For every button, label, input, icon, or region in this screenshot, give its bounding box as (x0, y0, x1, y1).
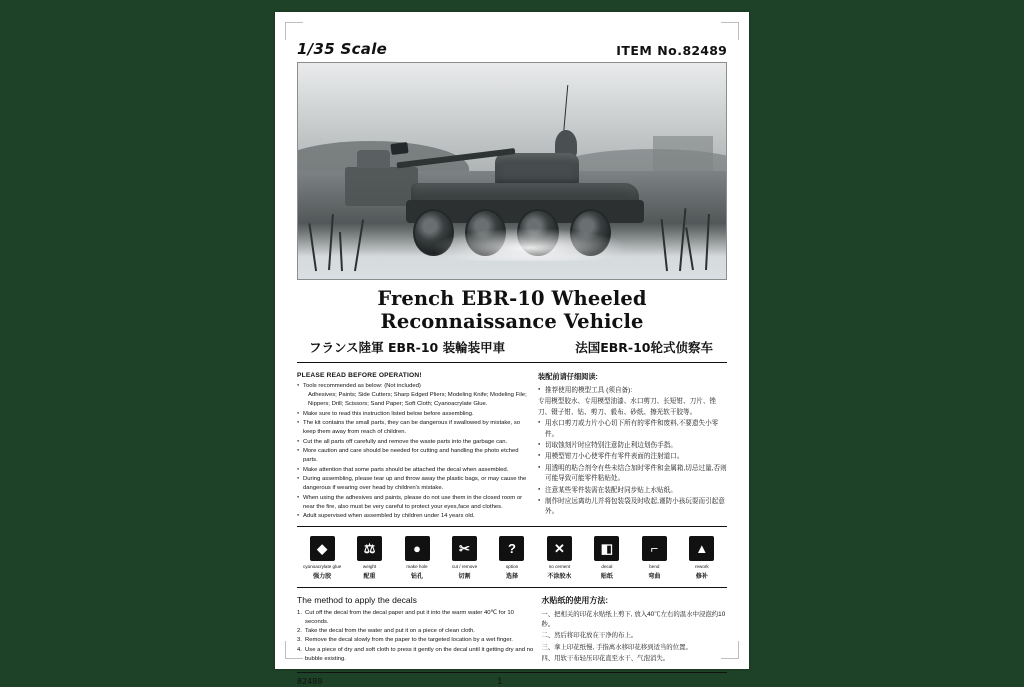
legend-label-cn: 强力胶 (313, 573, 332, 580)
list-item: 二、然后将印花放在干净的布上。 (541, 632, 638, 640)
water-spray (431, 228, 630, 261)
title-row (297, 338, 727, 356)
list-item: ● Cut the all parts off carefully and remove the waste parts into the garbage can. (297, 438, 528, 447)
decal-method-english (297, 595, 541, 666)
legend-label-en: weight (362, 564, 377, 569)
legend-item-decal (586, 536, 628, 580)
list-item: Remove the decal slowly from the paper to the targeted location by a wet finger. (305, 637, 513, 644)
english-bullet-list (297, 382, 528, 521)
legend-label-en: rework (694, 564, 709, 569)
legend-label-cn: 选择 (505, 573, 518, 580)
legend-label-en: bend (649, 564, 660, 569)
cut-remove-icon: ✂ (452, 536, 477, 561)
decal-method-title-en: The method to apply the decals (297, 594, 417, 605)
footer (297, 677, 727, 687)
legend-label-cn: 不涂胶水 (547, 573, 572, 580)
crop-mark (721, 22, 739, 23)
decal-steps-cn (541, 610, 727, 665)
bend-icon: ⌐ (642, 536, 667, 561)
list-item: 三、拿上印花纸慢, 手指离水移印花移到适当的位置。 (541, 643, 692, 651)
warning-title: PLEASE READ BEFORE OPERATION! (297, 372, 422, 379)
muzzle-brake (390, 142, 409, 155)
list-item: Cut off the decal from the decal paper and put it into the warm water 40℃ for 10 seconds. (305, 609, 514, 625)
list-item: ● 用透明的粘合剂令有些未结合加时零件和金属箱,切忌过量,否则可能导致可能零件粘贴处。 (538, 464, 727, 485)
crop-mark (285, 22, 303, 23)
legend-label-cn: 切割 (458, 573, 471, 580)
legend-label-en: cut / remove (451, 564, 478, 569)
rework-icon: ▲ (689, 536, 714, 561)
legend-item-rework (681, 536, 723, 580)
legend-item-option (491, 536, 533, 580)
legend-label-cn: 钻孔 (411, 573, 424, 580)
ebr10-vehicle (401, 128, 649, 253)
list-item: ● 推荐使用的模型工具 (须自备): (538, 386, 727, 396)
chinese-bullet-list (538, 386, 727, 518)
legend-label-cn: 配重 (363, 573, 376, 580)
legend-label-en: decal (601, 564, 613, 569)
legend-label-en: cyanoacrylate glue (302, 564, 342, 569)
list-item: ● 制作时应远离幼儿并将包装袋及时收起,谨防小孩玩耍而引起意外。 (538, 497, 727, 518)
list-item: 专用模型胶水、专用模型油漆、水口剪刀、长短钳、刀片、锉刀、镊子钳、钻、剪刀、毅布、砂纸、擦光软干胶等。 (538, 398, 717, 416)
legend-item-weight (348, 536, 390, 580)
make-hole-icon: ● (405, 536, 430, 561)
list-item: ● 注意某些零件装需在装配时同步贴上水贴纸。 (538, 486, 727, 496)
instructions-section (297, 372, 727, 522)
list-item: ● During assembling, please tear up and throw away the plastic bags, or may cause the dangerous if wearing over head by children's mistake. (297, 475, 528, 493)
symbol-legend (297, 526, 727, 588)
crop-mark (738, 22, 739, 40)
list-item: ● Adult supervised when assembled by children under 14 years old. (297, 512, 528, 521)
list-item: ● Make attention that some parts should be attached the decal when assembled. (297, 466, 528, 475)
option-icon: ? (499, 536, 524, 561)
list-item: ● Make sure to read this instruction listed below before assembling. (297, 410, 528, 419)
list-item: ● When using the adhesives and paints, please do not use them in the closed room or near the fire, also must be very careful to protect your eyes,face and clothes. (297, 494, 528, 512)
model-title-japanese: フランス陸軍 EBR-10 装輪装甲車 (309, 340, 506, 355)
legend-label-cn: 修补 (695, 573, 708, 580)
footer-item-number: 82489 (297, 677, 323, 687)
legend-label-cn: 贴纸 (600, 573, 613, 580)
list-item: ● The kit contains the small parts, they can be dangerous if swallowed by mistake, so keep them away from reach of children. (297, 419, 528, 437)
legend-label-en: no cement (548, 564, 571, 569)
header (297, 36, 727, 58)
legend-item-no-cement (538, 536, 580, 580)
decal-method-title-cn: 水贴纸的使用方法: (541, 595, 608, 605)
list-item: ● 切取蚀刻片时应特别注意防止利边划伤手指。 (538, 441, 727, 451)
weight-icon: ⚖ (357, 536, 382, 561)
crop-mark (738, 641, 739, 659)
scale-label: 1/35 Scale (297, 40, 388, 58)
box-art-illustration (297, 62, 727, 280)
crop-mark (285, 641, 286, 659)
list-item: ● 用水口剪刀或力片小心切下所有的零件和废料,不要遗失小零件。 (538, 419, 727, 440)
item-number-value: 82489 (682, 43, 727, 58)
legend-item-bend (633, 536, 675, 580)
legend-item-make-hole (396, 536, 438, 580)
divider (297, 672, 727, 673)
chinese-instructions-title: 装配前请仔细阅读: (538, 372, 598, 381)
instructions-chinese (538, 372, 727, 522)
crop-mark (285, 22, 286, 40)
no-cement-icon: ✕ (547, 536, 572, 561)
list-item: Use a piece of dry and soft cloth to press it gently on the decal until it getting dry and no bubble existing. (305, 646, 534, 662)
legend-label-en: make hole (406, 564, 428, 569)
legend-item-cyanoacrylate-glue (301, 536, 343, 580)
list-item: ● Tools recommended as below: (Not included) (297, 382, 528, 391)
divider (297, 362, 727, 363)
list-item: ● More caution and care should be needed for cutting and handling the photo etched parts. (297, 447, 528, 465)
decal-method-chinese (541, 595, 727, 666)
list-item: Adhesives; Paints; Side Cutters; Sharp Edged Pliers; Modeling Knife; Modeling File; Nippers; Drill; Scissors; Sand Paper; Soft Cloth; Cyanoacrylate Glue. (308, 392, 527, 408)
list-item: ● 用模型钳刀小心使零件有零件表面的注射道口。 (538, 452, 727, 462)
cyanoacrylate-glue-icon: ◆ (310, 536, 335, 561)
legend-label-cn: 弯曲 (648, 573, 661, 580)
list-item: Take the decal from the water and put it on a piece of clean cloth. (305, 627, 475, 634)
decal-steps-en (297, 609, 533, 664)
item-number-label: ITEM No. (616, 43, 683, 58)
legend-label-en: option (505, 564, 519, 569)
instruction-sheet (275, 12, 749, 687)
legend-item-cut-remove (443, 536, 485, 580)
model-title-english: French EBR-10 Wheeled Reconnaissance Vehicle (377, 287, 647, 333)
list-item: 四、用软干布轻压印花直至水干、气泡消失。 (541, 655, 670, 663)
list-item: 一、把相关的印花水贴纸上剪下, 放入40℃左右的温水中浸泡约10秒。 (541, 610, 726, 629)
instructions-english (297, 372, 538, 522)
decal-method-section (297, 595, 727, 666)
item-number (616, 43, 727, 58)
page-number: 1 (496, 676, 503, 687)
decal-icon: ◧ (594, 536, 619, 561)
model-title-chinese: 法国EBR-10轮式侦察车 (575, 340, 713, 355)
